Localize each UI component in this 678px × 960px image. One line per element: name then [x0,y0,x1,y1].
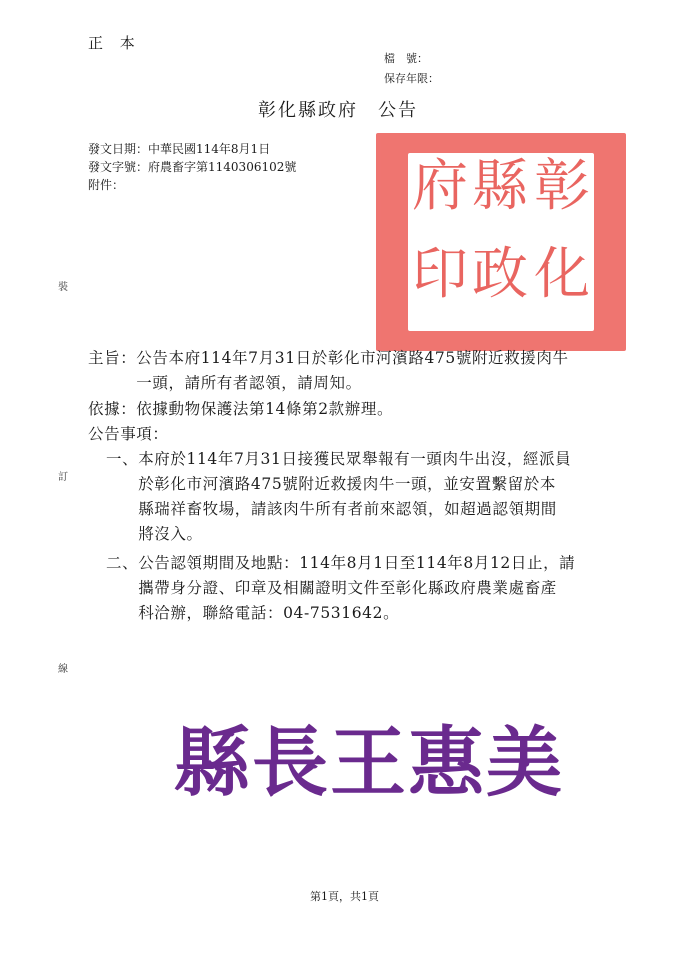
issue-date-value: 中華民國114年8月1日 [148,142,271,156]
government-seal [376,133,626,351]
page-number: 第1頁，共1頁 [310,890,379,903]
item1-line: 將沒入。 [106,525,203,543]
archive-number-label: 檔 號： [384,52,428,65]
page-title: 彰化縣政府 公告 [258,100,418,121]
document-number [88,158,296,175]
binding-mark-staple: 訂 [58,472,68,483]
subject-line: 一頭，請所有者認領，請周知。 [88,374,362,392]
seal-char: 彰 [534,154,590,219]
item2-line: 科洽辦，聯絡電話：04-7531642。 [106,604,400,622]
subject-line: 主旨：公告本府114年7月31日於彰化市河濱路475號附近救援肉牛 [88,349,569,367]
basis-line: 依據：依據動物保護法第14條第2款辦理。 [88,400,394,418]
item2-line: 攜帶身分證、印章及相關證明文件至彰化縣政府農業處畜產 [106,579,557,597]
seal-char: 化 [534,242,590,307]
magistrate-signature: 縣長王惠美 [174,718,564,807]
binding-mark-bind: 裝 [58,282,68,293]
copy-mark: 正 本 [88,34,141,52]
attachment-label: 附件： [88,178,125,192]
retention-period-label: 保存年限： [384,72,439,85]
items-heading: 公告事項： [88,425,169,443]
item1-line: 縣瑞祥畜牧場，請該肉牛所有者前來認領，如超過認領期間 [106,500,557,518]
binding-mark-line: 線 [58,664,68,675]
seal-char: 縣 [472,154,528,219]
seal-char: 印 [412,242,468,307]
item1-line: 一、本府於114年7月31日接獲民眾舉報有一頭肉牛出沒，經派員 [106,450,572,468]
issue-date [88,140,270,157]
item2-line: 二、公告認領期間及地點：114年8月1日至114年8月12日止，請 [106,554,576,572]
attachment [88,176,124,193]
document-number-value: 府農畜字第1140306102號 [148,160,297,174]
seal-char: 府 [412,154,468,219]
seal-char: 政 [472,242,528,307]
document-number-label: 發文字號： [88,160,149,174]
seal-inner [408,153,594,331]
item1-line: 於彰化市河濱路475號附近救援肉牛一頭，並安置繫留於本 [106,475,556,493]
issue-date-label: 發文日期： [88,142,149,156]
